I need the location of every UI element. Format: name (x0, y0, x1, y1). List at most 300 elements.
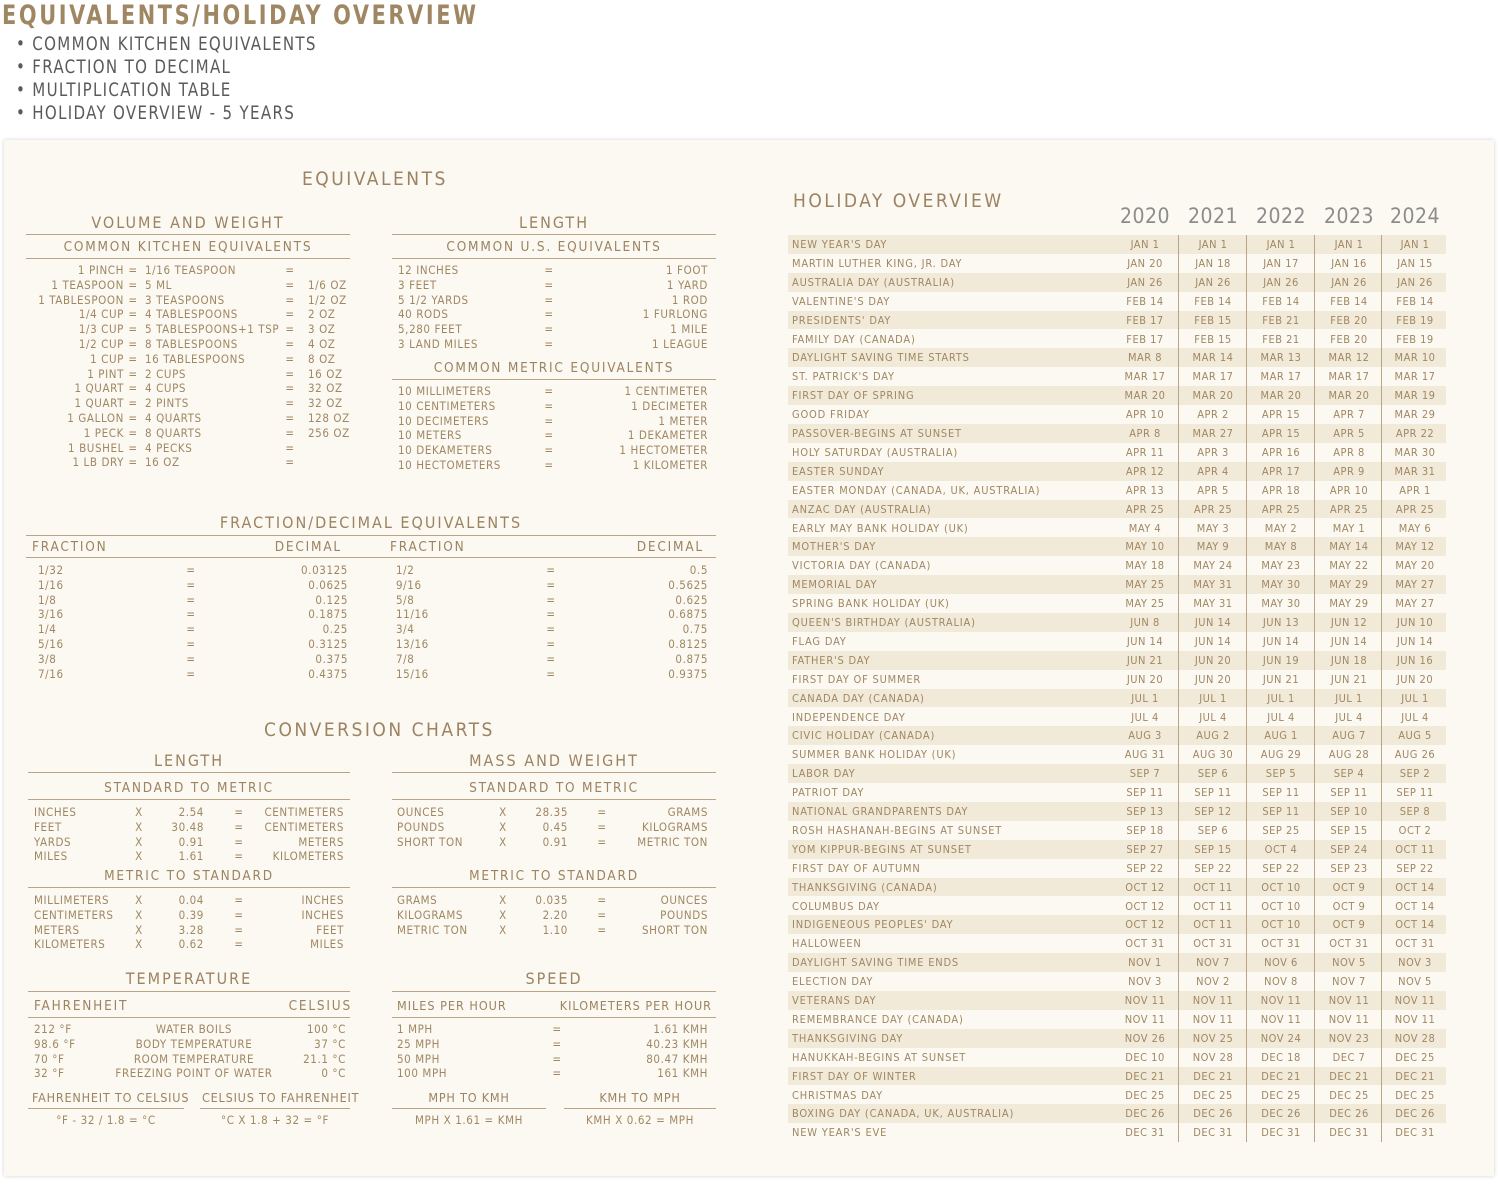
holiday-row (788, 934, 1446, 953)
holiday-name: BOXING DAY (CANADA, UK, AUSTRALIA) (792, 1107, 1015, 1121)
holiday-date: AUG 30 (1192, 748, 1234, 762)
holiday-date: JUN 16 (1396, 653, 1434, 667)
holiday-date: SEP 7 (1129, 767, 1161, 781)
holiday-date: JUL 4 (1335, 710, 1363, 724)
conv-col (34, 805, 114, 864)
table-cell: 3 TEASPOONS (145, 292, 225, 307)
holiday-date: NOV 11 (1260, 1012, 1302, 1026)
table-cell: = (544, 292, 554, 307)
table-cell: 0.3125 (308, 636, 348, 651)
holiday-date: FEB 14 (1396, 294, 1434, 308)
holiday-date: APR 25 (1193, 502, 1233, 516)
standard-to-metric-subtitle: STANDARD TO METRIC (469, 780, 639, 796)
table-cell: = (546, 666, 556, 681)
holiday-date: APR 7 (1333, 408, 1365, 422)
table-cell: = (128, 410, 138, 425)
mph-header: MILES PER HOUR (397, 998, 507, 1013)
holiday-date: NOV 11 (1260, 994, 1302, 1007)
holiday-date: OCT 14 (1395, 880, 1435, 894)
holiday-name: CIVIC HOLIDAY (CANADA) (792, 729, 936, 743)
table-cell: = (546, 622, 556, 637)
holiday-date: MAR 31 (1394, 464, 1436, 478)
holiday-date: JUN 14 (1396, 634, 1434, 648)
year-header: 2020 (1119, 204, 1171, 228)
table-cell: 11/16 (396, 607, 429, 622)
table-cell: = (285, 263, 295, 277)
table-cell: 1 KILOMETER (632, 457, 708, 472)
holiday-name: COLUMBUS DAY (792, 899, 880, 913)
holiday-name: THANKSGIVING (CANADA) (792, 880, 938, 894)
table-cell: = (234, 937, 244, 952)
holiday-row (788, 859, 1446, 878)
holiday-name: FATHER'S DAY (792, 653, 871, 667)
table-cell: = (128, 292, 138, 307)
table-cell: = (128, 307, 138, 322)
table-cell: 3.28 (178, 922, 204, 937)
table-cell: = (546, 607, 556, 622)
holiday-date: NOV 11 (1328, 994, 1370, 1007)
table-cell: 8 OZ (308, 351, 336, 366)
holiday-date: JAN 15 (1397, 256, 1433, 270)
fraction-header: FRACTION (32, 539, 108, 555)
holiday-name: HOLY SATURDAY (AUSTRALIA) (792, 445, 959, 459)
divider (26, 234, 350, 235)
divider (26, 557, 716, 558)
table-cell: 5/16 (38, 636, 64, 651)
table-cell: WATER BOILS (155, 1022, 233, 1036)
table-cell: METERS (34, 922, 80, 937)
holiday-date: NOV 11 (1124, 1012, 1166, 1026)
holiday-date: JAN 26 (1127, 275, 1163, 289)
table-cell: 0.1875 (308, 607, 348, 622)
table-cell: 2 CUPS (145, 366, 187, 381)
fraction-right-column (396, 563, 456, 681)
holiday-name: AUSTRALIA DAY (AUSTRALIA) (792, 275, 955, 289)
table-cell: = (546, 577, 556, 592)
conv-length-title: LENGTH (153, 751, 225, 770)
table-cell: METRIC TON (397, 922, 468, 937)
holiday-row (788, 764, 1446, 783)
holiday-name: FIRST DAY OF SPRING (792, 389, 915, 403)
table-cell: 4 PECKS (145, 440, 193, 455)
table-cell: CENTIMETERS (264, 805, 344, 819)
holiday-overview-title: HOLIDAY OVERVIEW (793, 190, 1004, 212)
holiday-date: NOV 7 (1332, 975, 1366, 989)
column-divider (1381, 235, 1382, 1142)
holiday-date: MAY 23 (1261, 559, 1301, 573)
holiday-date: APR 25 (1125, 502, 1165, 516)
holiday-name: EASTER MONDAY (CANADA, UK, AUSTRALIA) (792, 483, 1041, 497)
table-cell: 0.0625 (308, 577, 348, 592)
holiday-name: INDIGENEOUS PEOPLES' DAY (792, 918, 954, 932)
table-cell: 70 °F (34, 1051, 65, 1066)
holiday-date: NOV 1 (1128, 956, 1162, 970)
table-cell: 32 °F (34, 1066, 65, 1081)
metric-left-column (398, 384, 528, 473)
table-cell: = (546, 651, 556, 666)
holiday-name: ROSH HASHANAH-BEGINS AT SUNSET (792, 823, 1003, 837)
holiday-row (788, 915, 1446, 934)
holiday-date: APR 1 (1399, 483, 1431, 497)
holiday-date: JUL 1 (1401, 691, 1429, 705)
divider (564, 1108, 716, 1109)
holiday-date: MAY 3 (1196, 521, 1230, 535)
table-cell: = (552, 1022, 562, 1036)
table-cell: 1 DEKAMETER (627, 428, 708, 443)
holiday-date: MAY 24 (1193, 559, 1233, 573)
holiday-date: OCT 11 (1193, 899, 1233, 913)
divider (28, 991, 350, 992)
holiday-date: MAY 20 (1395, 559, 1435, 573)
holiday-row (788, 424, 1446, 443)
holiday-date: JUN 14 (1262, 634, 1300, 648)
holiday-date: SEP 15 (1330, 823, 1368, 837)
table-cell: ROOM TEMPERATURE (133, 1051, 255, 1066)
holiday-name: PRESIDENTS' DAY (792, 313, 892, 327)
table-cell: = (285, 425, 295, 440)
holiday-date: FEB 14 (1262, 294, 1300, 308)
table-cell: = (128, 425, 138, 440)
holiday-date: OCT 12 (1125, 880, 1165, 894)
table-cell: X (499, 805, 507, 819)
table-cell: = (285, 410, 295, 425)
table-cell: 1 CUP (90, 351, 124, 366)
holiday-name: LABOR DAY (792, 767, 856, 781)
table-cell: 0.625 (675, 592, 708, 607)
table-cell: 1/6 OZ (308, 277, 347, 292)
table-cell: = (186, 651, 196, 666)
speed-col (550, 1022, 564, 1081)
table-cell: 1 PINCH (77, 263, 124, 277)
holiday-row (788, 292, 1446, 311)
holiday-date: APR 15 (1261, 408, 1301, 422)
table-cell: METERS (298, 834, 344, 849)
holiday-date: OCT 11 (1193, 918, 1233, 932)
table-cell: = (597, 834, 607, 849)
table-cell: 1/8 (38, 592, 57, 607)
holiday-date: OCT 31 (1125, 937, 1165, 951)
table-cell: 30.48 (171, 819, 204, 834)
holiday-date: DEC 25 (1261, 1088, 1301, 1102)
conversion-title: CONVERSION CHARTS (264, 719, 495, 741)
holiday-date: APR 25 (1261, 502, 1301, 516)
holiday-date: APR 8 (1129, 427, 1161, 440)
holiday-date: APR 22 (1395, 427, 1435, 440)
holiday-date: JUN 14 (1194, 616, 1232, 629)
holiday-date: AUG 31 (1124, 748, 1166, 762)
conv-col (244, 893, 344, 952)
holiday-name: PATRIOT DAY (792, 786, 865, 800)
feature-list (16, 33, 358, 125)
holiday-date: FEB 20 (1330, 313, 1368, 327)
table-cell: 5 1/2 YARDS (398, 292, 469, 307)
holiday-date: NOV 3 (1398, 956, 1432, 970)
holiday-date: APR 3 (1197, 445, 1229, 459)
table-cell: 1 MPH (397, 1022, 433, 1036)
holiday-date: MAR 20 (1260, 389, 1302, 403)
holiday-date: JUL 4 (1199, 710, 1227, 724)
holiday-date: APR 8 (1333, 445, 1365, 459)
holiday-date: DEC 21 (1125, 1069, 1165, 1083)
holiday-date: MAY 18 (1125, 559, 1165, 573)
table-cell: = (234, 805, 244, 819)
holiday-date: MAR 17 (1192, 370, 1234, 384)
holiday-date: OCT 11 (1193, 880, 1233, 894)
holiday-date: SEP 23 (1330, 861, 1368, 875)
table-cell: 10 CENTIMETERS (398, 398, 496, 413)
table-cell: 0.5625 (668, 577, 708, 592)
holiday-date: NOV 23 (1328, 1031, 1370, 1045)
table-cell: GRAMS (397, 893, 438, 907)
holiday-name: NEW YEAR'S DAY (792, 238, 888, 251)
holiday-date: JUL 1 (1335, 691, 1363, 705)
conv-col (132, 805, 146, 864)
table-cell: CENTIMETERS (264, 819, 344, 834)
table-cell: POUNDS (397, 819, 445, 834)
holiday-date: JAN 1 (1266, 238, 1296, 251)
fraction-eq-column (184, 563, 198, 681)
holiday-date: SEP 11 (1330, 786, 1368, 800)
holiday-date: DEC 26 (1329, 1107, 1369, 1121)
table-cell: 0.25 (322, 622, 348, 637)
holiday-date: DEC 25 (1329, 1088, 1369, 1102)
holiday-row (788, 235, 1446, 254)
holiday-date: JUN 14 (1330, 634, 1368, 648)
holiday-date: APR 16 (1261, 445, 1301, 459)
holiday-row (788, 745, 1446, 764)
table-cell: = (128, 366, 138, 381)
table-cell: = (186, 622, 196, 637)
holiday-date: OCT 31 (1395, 937, 1435, 951)
table-cell: FREEZING POINT OF WATER (115, 1066, 273, 1081)
table-cell: = (186, 563, 196, 577)
holiday-date: NOV 11 (1192, 1012, 1234, 1026)
holiday-date: MAY 29 (1329, 578, 1369, 592)
holiday-row (788, 651, 1446, 670)
table-cell: METRIC TON (637, 834, 708, 849)
table-cell: SHORT TON (397, 834, 464, 849)
holiday-row (788, 273, 1446, 292)
mph-to-kmh-formula: MPH X 1.61 = KMH (415, 1113, 523, 1127)
table-cell: = (128, 263, 138, 277)
table-cell: 1/2 OZ (308, 292, 347, 307)
holiday-date: NOV 24 (1260, 1031, 1302, 1045)
speed-col (397, 1022, 477, 1081)
holiday-date: MAR 30 (1394, 445, 1436, 459)
holiday-date: MAY 29 (1329, 597, 1369, 611)
holiday-date: JAN 26 (1331, 275, 1367, 289)
table-cell: 37 °C (314, 1036, 346, 1051)
holiday-name: QUEEN'S BIRTHDAY (AUSTRALIA) (792, 616, 976, 629)
divider (26, 535, 716, 536)
holiday-date: NOV 3 (1128, 975, 1162, 989)
holiday-date: MAY 25 (1125, 578, 1165, 592)
holiday-date: MAR 17 (1328, 370, 1370, 384)
table-cell: 0.8125 (668, 636, 708, 651)
holiday-date: MAR 17 (1394, 370, 1436, 384)
holiday-row (788, 443, 1446, 462)
holiday-date: DEC 21 (1193, 1069, 1233, 1083)
table-cell: 98.6 °F (34, 1036, 76, 1051)
speed-title: SPEED (525, 969, 583, 988)
table-cell: = (546, 592, 556, 607)
holiday-row (788, 481, 1446, 500)
holiday-date: DEC 21 (1261, 1069, 1301, 1083)
holiday-date: JAN 1 (1198, 238, 1228, 251)
table-cell: YARDS (34, 834, 72, 849)
holiday-date: OCT 2 (1398, 823, 1432, 837)
holiday-date: SEP 6 (1197, 767, 1229, 781)
temp-col (284, 1022, 346, 1081)
table-cell: = (552, 1051, 562, 1066)
table-cell: 10 DECIMETERS (398, 413, 490, 428)
table-cell: 10 DEKAMETERS (398, 443, 493, 458)
table-cell: = (128, 322, 138, 337)
table-cell: = (234, 907, 244, 922)
holiday-row (788, 575, 1446, 594)
table-cell: 161 KMH (657, 1066, 708, 1081)
holiday-date: FEB 14 (1330, 294, 1368, 308)
holiday-date: DEC 7 (1332, 1050, 1366, 1064)
table-cell: 0.04 (178, 893, 204, 907)
table-cell: = (285, 307, 295, 322)
holiday-date: MAR 27 (1192, 427, 1234, 440)
holiday-date: MAY 31 (1193, 578, 1233, 592)
holiday-date: MAY 14 (1329, 540, 1369, 554)
table-cell: = (234, 819, 244, 834)
table-cell: X (135, 849, 143, 864)
table-cell: 16 OZ (308, 366, 343, 381)
table-cell: = (544, 336, 554, 351)
holiday-date: OCT 31 (1329, 937, 1369, 951)
standard-to-metric-subtitle: STANDARD TO METRIC (104, 780, 274, 796)
table-cell: 32 OZ (308, 396, 343, 411)
holiday-date: DEC 31 (1261, 1126, 1301, 1140)
metric-eq-column (542, 384, 556, 473)
table-cell: 2.54 (178, 805, 204, 819)
table-cell: 40 RODS (398, 307, 449, 322)
table-cell: 0 °C (321, 1066, 346, 1081)
holiday-row (788, 594, 1446, 613)
holiday-row (788, 726, 1446, 745)
table-cell: 8 TABLESPOONS (145, 336, 238, 351)
table-cell: 7/8 (396, 651, 415, 666)
holiday-date: SEP 11 (1396, 786, 1434, 800)
holiday-date: SEP 11 (1262, 786, 1300, 800)
table-cell: 256 OZ (308, 425, 350, 440)
table-cell: 3 FEET (398, 277, 437, 292)
holiday-date: JUN 21 (1126, 653, 1164, 667)
holiday-date: DEC 25 (1193, 1088, 1233, 1102)
table-cell (308, 263, 352, 278)
conv-col (154, 893, 204, 952)
table-cell: 0.91 (542, 834, 568, 849)
table-cell: 128 OZ (308, 410, 350, 425)
table-cell: X (499, 922, 507, 937)
holiday-date: JAN 1 (1130, 238, 1160, 251)
divider (392, 887, 716, 888)
table-cell: 1 TEASPOON (51, 277, 124, 292)
holiday-date: MAY 4 (1128, 521, 1162, 535)
holiday-date: JUN 20 (1126, 672, 1164, 686)
table-cell: 1 FOOT (665, 263, 708, 277)
decimal-header: DECIMAL (636, 539, 704, 555)
table-cell: = (544, 457, 554, 472)
holiday-date: JUN 8 (1130, 616, 1160, 629)
holiday-date: NOV 28 (1192, 1050, 1234, 1064)
holiday-date: FEB 17 (1126, 332, 1164, 346)
holiday-date: JUN 20 (1396, 672, 1434, 686)
holiday-date: MAR 29 (1394, 408, 1436, 422)
reference-sheet (4, 140, 1494, 1176)
table-cell: 1 ROD (671, 292, 708, 307)
holiday-date: NOV 5 (1398, 975, 1432, 989)
holiday-date: NOV 28 (1394, 1031, 1436, 1045)
divider (392, 991, 716, 992)
table-cell: 12 INCHES (398, 263, 459, 277)
year-header: 2021 (1187, 204, 1239, 228)
table-cell: 3 OZ (308, 322, 336, 337)
holiday-date: OCT 9 (1332, 880, 1366, 894)
table-cell: = (234, 922, 244, 937)
decimal-header: DECIMAL (274, 539, 342, 555)
holiday-date: NOV 26 (1124, 1031, 1166, 1045)
feature-item: • MULTIPLICATION TABLE (16, 79, 232, 101)
holiday-date: MAY 30 (1261, 578, 1301, 592)
conv-col (608, 893, 708, 937)
holiday-date: MAR 12 (1328, 351, 1370, 365)
table-cell: = (597, 922, 607, 937)
holiday-date: JUN 21 (1262, 672, 1300, 686)
table-cell: = (544, 277, 554, 292)
table-cell: FEET (316, 922, 344, 937)
table-cell: 0.125 (315, 592, 348, 607)
table-cell: = (285, 455, 295, 470)
table-cell: = (597, 819, 607, 834)
holiday-row (788, 821, 1446, 840)
holiday-name: FIRST DAY OF SUMMER (792, 672, 922, 686)
holiday-row (788, 632, 1446, 651)
table-cell: X (135, 893, 143, 907)
table-cell: = (128, 396, 138, 411)
holiday-date: JAN 17 (1263, 256, 1299, 270)
holiday-date: DEC 31 (1395, 1126, 1435, 1140)
table-cell: = (128, 455, 138, 470)
holiday-date: MAY 2 (1264, 521, 1298, 535)
conv-col (132, 893, 146, 952)
holiday-date: JAN 26 (1263, 275, 1299, 289)
holiday-date: APR 13 (1125, 483, 1165, 497)
holiday-name: YOM KIPPUR-BEGINS AT SUNSET (792, 842, 972, 856)
holiday-date: AUG 29 (1260, 748, 1302, 762)
mass-weight-title: MASS AND WEIGHT (469, 751, 639, 770)
holiday-date: SEP 24 (1330, 842, 1368, 856)
holiday-date: APR 12 (1125, 464, 1165, 478)
holiday-date: MAR 14 (1192, 351, 1234, 365)
holiday-name: VICTORIA DAY (CANADA) (792, 559, 932, 573)
holiday-date: AUG 28 (1328, 748, 1370, 762)
table-cell: = (234, 834, 244, 849)
holiday-row (788, 1086, 1446, 1105)
table-cell: = (544, 443, 554, 458)
holiday-date: JAN 1 (1400, 238, 1430, 251)
c-to-f-formula: °C X 1.8 + 32 = °F (220, 1113, 330, 1127)
divider (200, 1108, 350, 1109)
table-cell: 4 OZ (308, 336, 336, 351)
holiday-date: NOV 6 (1264, 956, 1298, 970)
table-cell: 1 FURLONG (642, 307, 708, 322)
table-cell: = (544, 428, 554, 443)
